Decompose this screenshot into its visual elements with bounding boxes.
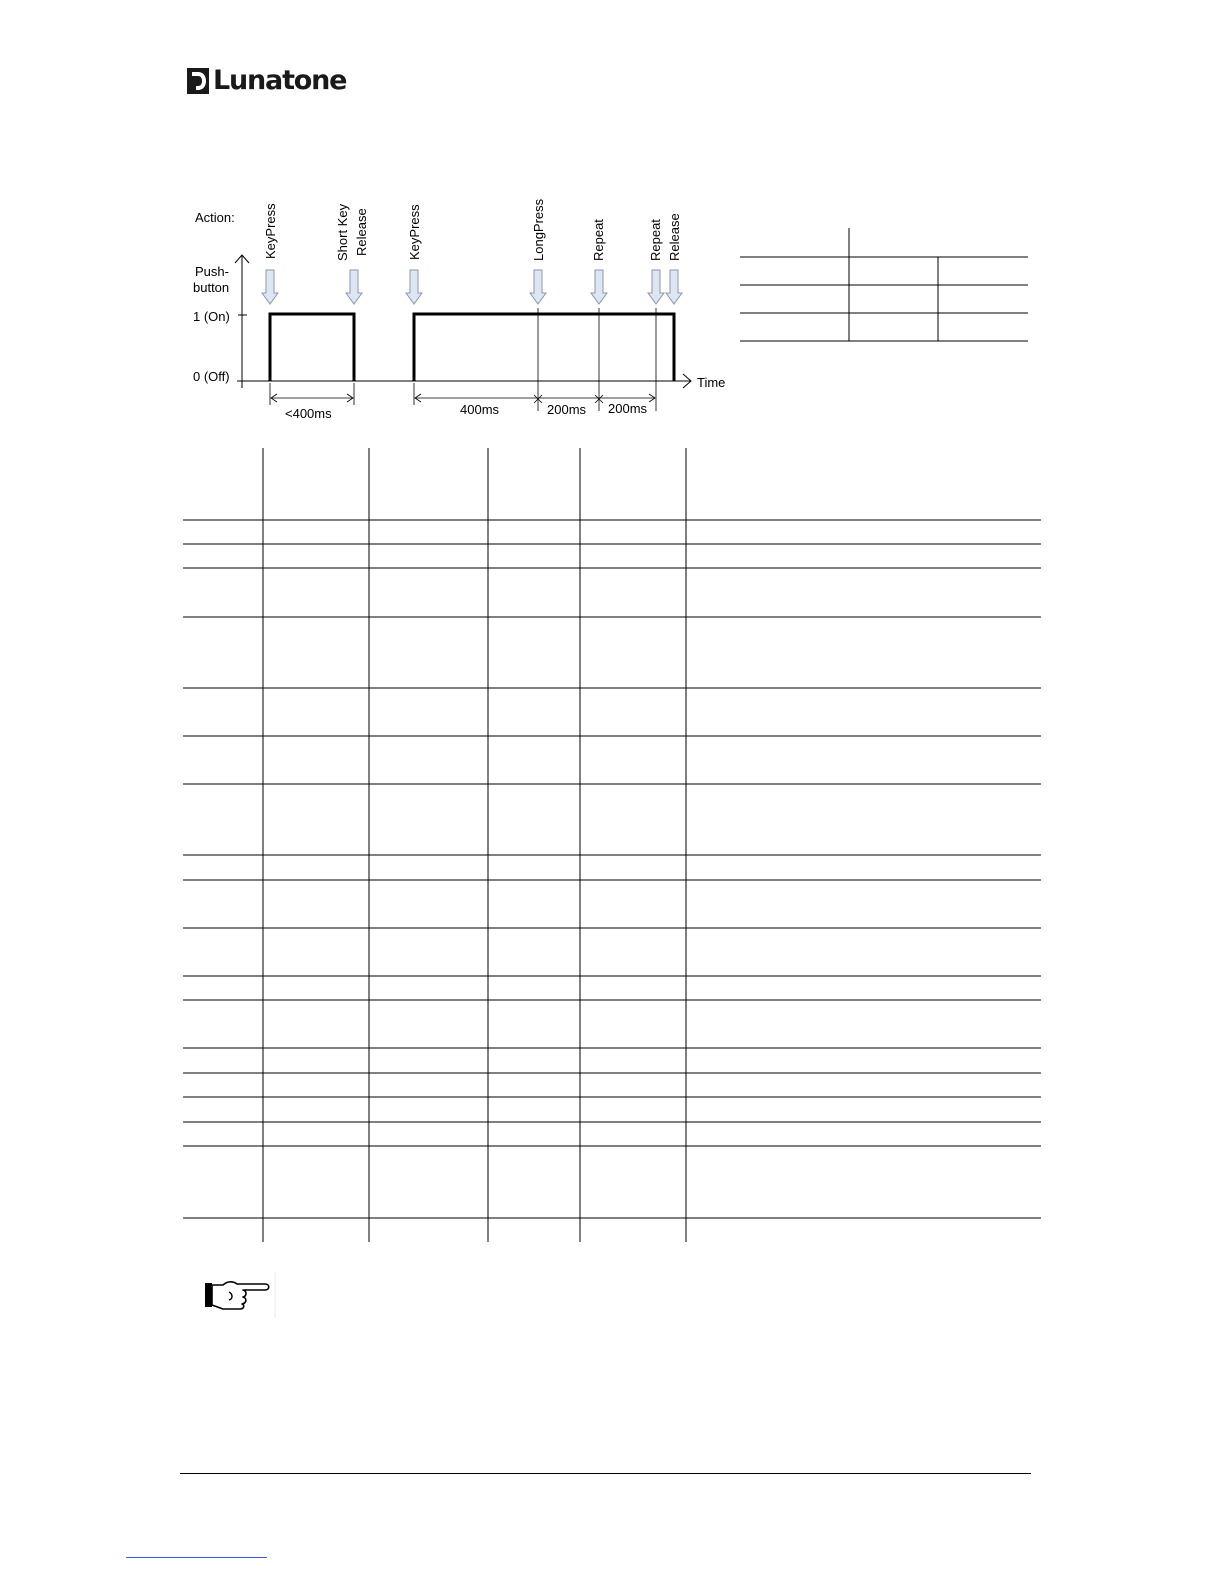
short-press-pulse [270, 314, 354, 381]
big-table [183, 448, 1043, 1243]
event-label-keypress-2: KeyPress [407, 204, 422, 260]
footer-rule [180, 1473, 1031, 1474]
timing-diagram [185, 183, 738, 428]
duration-short [271, 394, 353, 421]
event-label-short-release-line2: Release [354, 208, 369, 256]
logo-mark-icon [187, 68, 209, 94]
big-table-row-dividers [183, 520, 1041, 1218]
footer-link-underline[interactable] [126, 1557, 267, 1558]
keypress-2-arrow-icon [406, 270, 422, 304]
repeat-2-arrow-icon [648, 270, 664, 304]
svg-text:<400ms: <400ms [285, 406, 332, 421]
level-off-label: 0 (Off) [193, 369, 230, 384]
event-label-keypress-1: KeyPress [263, 203, 278, 259]
pointing-hand-icon [201, 1272, 277, 1318]
action-label: Action: [195, 210, 235, 225]
svg-text:200ms: 200ms [547, 402, 587, 417]
level-on-label: 1 (On) [193, 309, 230, 324]
longpress-arrow-icon [530, 270, 546, 304]
release-arrow-icon [666, 270, 682, 304]
logo-text: Lunatone [213, 65, 347, 96]
y-axis-label-line2: button [193, 280, 230, 295]
svg-text:400ms: 400ms [460, 402, 500, 417]
long-press-pulse [414, 314, 674, 381]
x-axis-label: Time [697, 375, 726, 390]
event-label-longpress: LongPress [531, 198, 546, 261]
duration-long [415, 394, 542, 417]
svg-text:200ms: 200ms [608, 401, 648, 416]
company-logo [187, 66, 346, 96]
repeat-1-arrow-icon [591, 270, 607, 304]
short-release-arrow-icon [346, 270, 362, 304]
y-axis-label-line1: Push- [195, 264, 229, 279]
big-table-column-dividers [263, 448, 686, 1242]
small-table [740, 228, 1030, 342]
duration-repeat-b [599, 394, 655, 416]
event-label-repeat-1: Repeat [591, 219, 606, 261]
event-label-release: Release [667, 213, 682, 261]
event-label-repeat-2: Repeat [648, 219, 663, 261]
duration-repeat-a [538, 395, 603, 417]
keypress-1-arrow-icon [262, 270, 278, 304]
event-label-short-release-line1: Short Key [335, 203, 350, 261]
